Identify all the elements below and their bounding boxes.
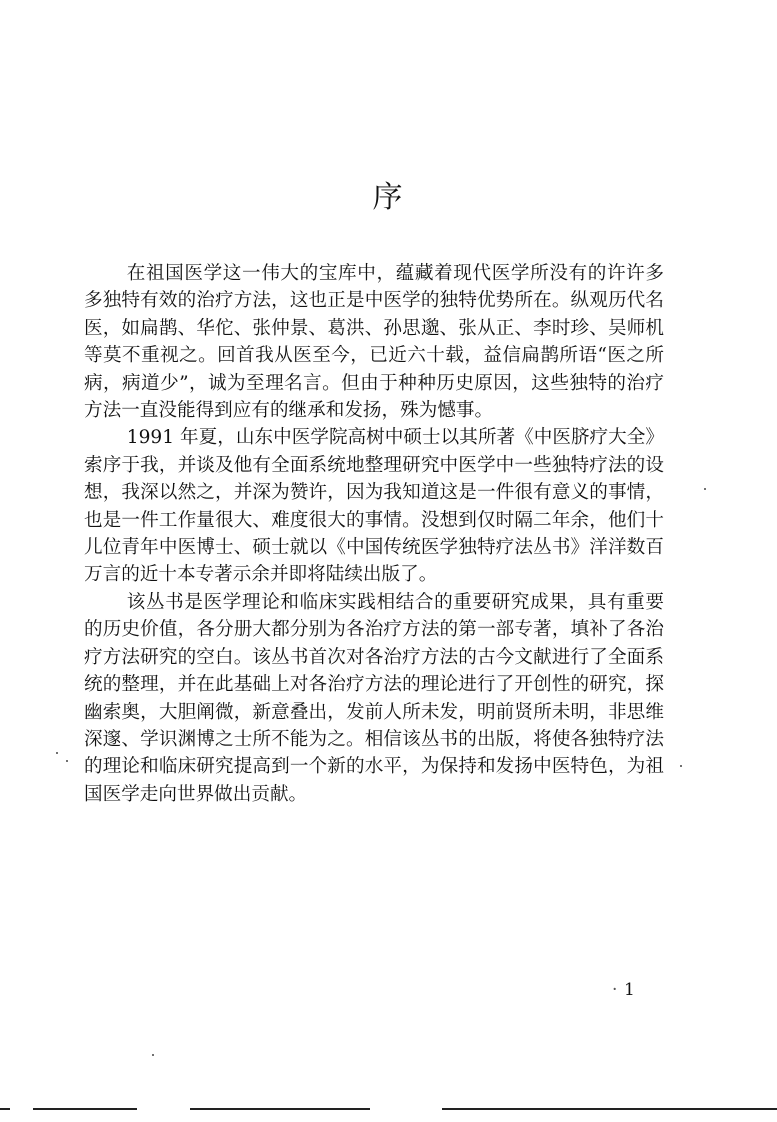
preface-body (84, 260, 664, 808)
page-number: · 1 (624, 980, 635, 1000)
paragraph-2: 1991 年夏，山东中医学院高树中硕士以其所著《中医脐疗大全》索序于我，并谈及他有全面系统地整理研究中医学中一些独特疗法的设想，我深以然之，并深为赞许，因为我知道这是一件很有意义的事情，也是一件工作量很大、难度很大的事情。没想到仅时隔二年余，他们十儿位青年中医博士、硕士就以《中国传统医学独特疗法丛书》洋洋数百万言的近十本专著示余并即将陆续出版了。 (84, 427, 664, 586)
scan-speck (152, 1054, 154, 1056)
scan-speck (66, 760, 68, 762)
scan-edge-line (442, 1108, 777, 1110)
scan-edge-line (33, 1108, 137, 1110)
scan-speck (56, 752, 58, 754)
scan-edge-line (0, 1108, 10, 1110)
scan-edge-line (190, 1108, 370, 1110)
paragraph-3: 该丛书是医学理论和临床实践相结合的重要研究成果，具有重要的历史价值，各分册大都分别为各治疗方法的第一部专著，填补了各治疗方法研究的空白。该丛书首次对各治疗方法的古今文献进行了全面系统的整理，并在此基础上对各治疗方法的理论进行了开创性的研究，探幽索奥，大胆阐微，新意叠出，发前人所未发，明前贤所未明，非思维深邃、学识渊博之士所不能为之。相信该丛书的出版，将使各独特疗法的理论和临床研究提高到一个新的水平，为保持和发扬中医特色，为祖国医学走向世界做出贡献。 (84, 591, 664, 805)
paragraph-1: 在祖国医学这一伟大的宝库中，蕴藏着现代医学所没有的许许多多独特有效的治疗方法，这也正是中医学的独特优势所在。纵观历代名医，如扁鹊、华佗、张仲景、葛洪、孙思邈、张从正、李时珍、吴师机等莫不重视之。回首我从医至今，已近六十载，益信扁鹊所语“医之所病，病道少”，诚为至理名言。但由于种种历史原因，这些独特的治疗方法一直没能得到应有的继承和发扬，殊为憾事。 (84, 263, 664, 422)
scan-speck (704, 488, 706, 490)
page-title: 序 (372, 180, 405, 215)
scan-speck (680, 765, 682, 767)
